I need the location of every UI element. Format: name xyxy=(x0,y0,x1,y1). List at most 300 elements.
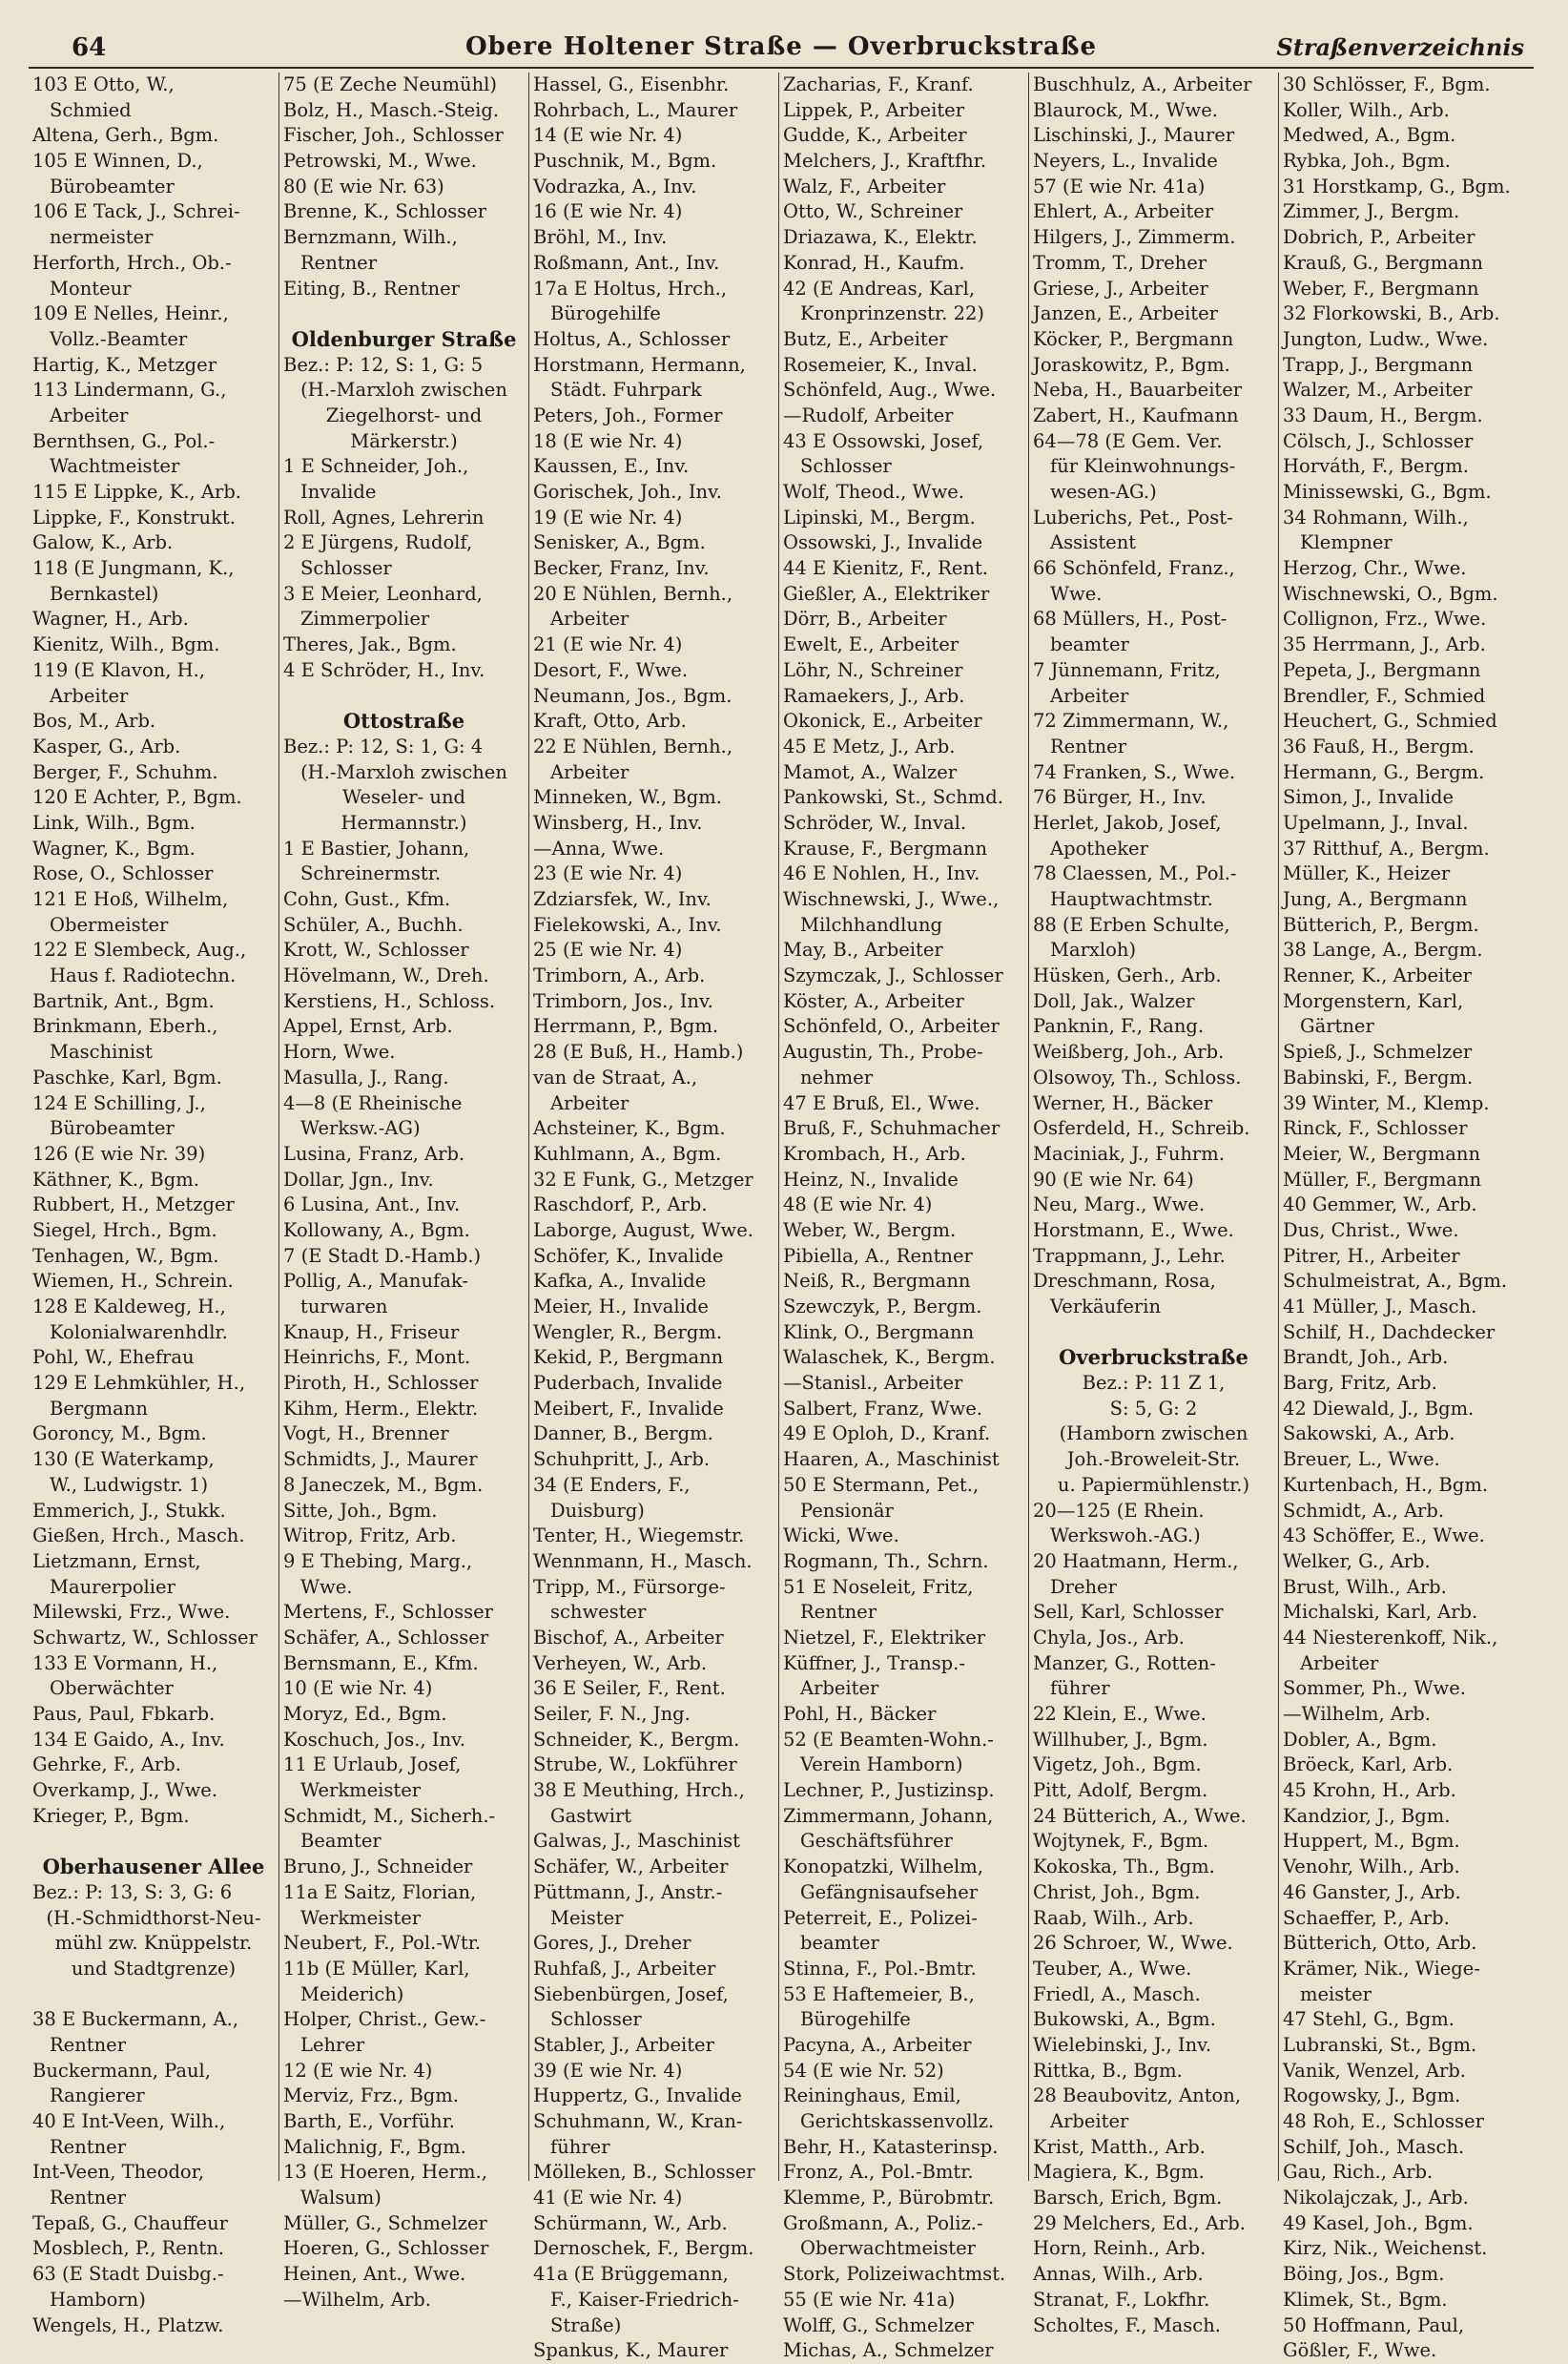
directory-line: Panknin, F., Rang. xyxy=(1033,1015,1205,1038)
directory-line: Koschuch, Jos., Inv. xyxy=(283,1728,466,1751)
directory-line: 12 (E wie Nr. 4) xyxy=(283,2059,433,2082)
directory-line: Schönfeld, O., Arbeiter xyxy=(783,1015,1000,1038)
directory-line: 47 Stehl, G., Bgm. xyxy=(1283,2008,1455,2031)
directory-line: 128 E Kaldeweg, H., xyxy=(32,1296,226,1317)
directory-line: Stinna, F., Pol.-Bmtr. xyxy=(783,1957,977,1980)
directory-line: 119 (E Klavon, H., xyxy=(32,658,206,681)
directory-line: Manzer, G., Rotten- xyxy=(1033,1651,1216,1674)
directory-line: Otto, W., Schreiner xyxy=(783,200,963,223)
directory-line: Zimmermann, Johann, xyxy=(783,1804,994,1827)
directory-line: Petrowski, M., Wwe. xyxy=(283,150,477,173)
directory-line: Ewelt, E., Arbeiter xyxy=(783,633,959,656)
directory-line: Neu, Marg., Wwe. xyxy=(1033,1193,1206,1216)
directory-line: Arbeiter xyxy=(50,684,129,707)
directory-line: Bröhl, M., Inv. xyxy=(533,226,668,249)
directory-line: 38 E Meuthing, Hrch., xyxy=(533,1779,745,1802)
directory-line: Wennmann, H., Masch. xyxy=(533,1549,753,1572)
directory-line: Zdziarsfek, W., Inv. xyxy=(533,888,712,910)
directory-line: Arbeiter xyxy=(550,760,629,783)
directory-line: Bürobeamter xyxy=(50,175,175,197)
directory-line: Schmidt, M., Sicherh.- xyxy=(283,1804,496,1827)
directory-line: Appel, Ernst, Arb. xyxy=(283,1015,453,1038)
directory-line: Michas, A., Schmelzer xyxy=(783,2339,994,2362)
directory-line: Pohl, W., Ehefrau xyxy=(32,1346,195,1369)
directory-line: Schreinermstr. xyxy=(300,862,442,885)
directory-line: Danner, B., Bergm. xyxy=(533,1422,713,1445)
directory-line: Schlosser xyxy=(800,455,892,478)
directory-line: Obermeister xyxy=(50,913,169,936)
directory-line: Kafka, A., Invalide xyxy=(533,1270,707,1293)
directory-line: Jung, A., Bergmann xyxy=(1283,888,1468,910)
directory-line: Brendler, F., Schmied xyxy=(1283,684,1486,707)
directory-line: 30 Schlösser, F., Bgm. xyxy=(1283,73,1491,95)
directory-line: Kraft, Otto, Arb. xyxy=(533,710,687,733)
directory-line: Märkerstr.) xyxy=(350,429,458,452)
directory-line: Gefängnisaufseher xyxy=(800,1880,979,1903)
directory-line: Goroncy, M., Bgm. xyxy=(32,1422,207,1445)
directory-line: 109 E Nelles, Heinr., xyxy=(32,302,229,325)
directory-line: Verein Hamborn) xyxy=(800,1753,963,1776)
directory-line: Großmann, A., Poliz.- xyxy=(783,2211,983,2234)
directory-line: Krause, F., Bergmann xyxy=(783,837,988,860)
directory-line: Pensionär xyxy=(800,1499,894,1522)
directory-line: —Wilhelm, Arb. xyxy=(1283,1703,1431,1725)
directory-line: Kienitz, Wilh., Bgm. xyxy=(32,633,220,656)
directory-line: Müller, K., Heizer xyxy=(1283,862,1451,885)
directory-line: Heinen, Ant., Wwe. xyxy=(283,2263,466,2286)
directory-line: Winsberg, H., Inv. xyxy=(533,811,703,834)
directory-line: Hartig, K., Metzger xyxy=(32,353,217,376)
directory-line: 32 E Funk, G., Metzger xyxy=(533,1168,753,1191)
directory-line: Horn, Wwe. xyxy=(283,1041,396,1064)
directory-line: Gau, Rich., Arb. xyxy=(1283,2161,1434,2184)
directory-line: Hüsken, Gerh., Arb. xyxy=(1033,964,1222,987)
directory-line: 115 E Lippke, K., Arb. xyxy=(32,481,242,503)
directory-line: Bez.: P: 11 Z 1, xyxy=(1082,1372,1226,1395)
directory-line: Verheyen, W., Arb. xyxy=(533,1651,708,1674)
directory-line: Rentner xyxy=(800,1601,877,1624)
directory-line: 106 E Tack, J., Schrei- xyxy=(32,200,240,223)
directory-line: Vanik, Wenzel, Arb. xyxy=(1283,2059,1467,2082)
directory-line: 28 Beaubovitz, Anton, xyxy=(1033,2084,1242,2107)
directory-line: Gößler, F., Wwe. xyxy=(1283,2339,1437,2362)
directory-line: Werksw.-AG) xyxy=(300,1117,421,1140)
directory-line: 18 (E wie Nr. 4) xyxy=(533,429,683,452)
directory-line: 11 E Urlaub, Josef, xyxy=(283,1753,462,1776)
directory-line: Christ, Joh., Bgm. xyxy=(1033,1880,1201,1903)
directory-line: Rybka, Joh., Bgm. xyxy=(1283,150,1451,173)
directory-line: Fielekowski, A., Inv. xyxy=(533,913,722,936)
directory-line: Holtus, A., Schlosser xyxy=(533,327,731,350)
directory-line: Kasper, G., Arb. xyxy=(32,735,181,757)
directory-line: 121 E Hoß, Wilhelm, xyxy=(32,888,229,910)
directory-line: Melchers, J., Kraftfhr. xyxy=(783,150,987,173)
directory-line: Meier, W., Bergmann xyxy=(1283,1142,1480,1165)
directory-line: Weißberg, Joh., Arb. xyxy=(1033,1041,1225,1064)
directory-line: Theres, Jak., Bgm. xyxy=(283,633,457,656)
columns xyxy=(29,73,1534,2362)
directory-line: Marxloh) xyxy=(1050,939,1137,962)
directory-line: —Stanisl., Arbeiter xyxy=(783,1372,963,1395)
directory-line: Scholtes, F., Masch. xyxy=(1033,2313,1221,2336)
directory-line: Kaussen, E., Inv. xyxy=(533,455,690,478)
directory-line: Klink, O., Bergmann xyxy=(783,1320,975,1343)
directory-line: Küffner, J., Transp.- xyxy=(783,1651,965,1674)
directory-line: 13 (E Hoeren, Herm., xyxy=(283,2161,487,2184)
directory-line: Kokoska, Th., Bgm. xyxy=(1033,1856,1215,1878)
directory-line: Galwas, J., Maschinist xyxy=(533,1830,741,1853)
directory-line: Schäfer, W., Arbeiter xyxy=(533,1856,729,1878)
spacer xyxy=(283,684,525,710)
directory-line: für Kleinwohnungs- xyxy=(1050,455,1236,478)
street-heading: Ottostraße xyxy=(342,709,465,734)
directory-line: Seiler, F. N., Jng. xyxy=(533,1703,691,1725)
directory-line: Krauß, G., Bergmann xyxy=(1283,251,1483,274)
directory-line: führer xyxy=(1050,1677,1110,1700)
directory-line: Wagner, H., Arb. xyxy=(32,608,189,631)
directory-line: Rangierer xyxy=(50,2084,145,2107)
directory-line: Herforth, Hrch., Ob.- xyxy=(32,251,232,274)
directory-line: Strube, W., Lokführer xyxy=(533,1753,737,1776)
directory-line: Hermannstr.) xyxy=(340,811,467,834)
directory-line: Schmidts, J., Maurer xyxy=(283,1448,478,1471)
directory-line: Lechner, P., Justizinsp. xyxy=(783,1779,995,1802)
directory-line: meister xyxy=(1300,1982,1372,2005)
directory-line: Konopatzki, Wilhelm, xyxy=(783,1856,983,1878)
directory-line: 37 Ritthuf, A., Bergm. xyxy=(1283,837,1490,860)
directory-line: nermeister xyxy=(50,226,154,249)
directory-line: 45 E Metz, J., Arb. xyxy=(783,735,956,757)
directory-line: 118 (E Jungmann, K., xyxy=(32,557,235,580)
directory-line: Witrop, Fritz, Arb. xyxy=(283,1524,457,1547)
directory-line: Schäfer, A., Schlosser xyxy=(283,1626,489,1649)
directory-line: Zacharias, F., Kranf. xyxy=(783,73,974,95)
directory-line: Monteur xyxy=(50,277,132,300)
directory-line: nehmer xyxy=(800,1066,874,1089)
directory-line: Cohn, Gust., Kfm. xyxy=(283,888,451,910)
directory-line: 41a (E Brüggemann, xyxy=(533,2263,729,2286)
directory-line: Wischnewski, J., Wwe., xyxy=(783,888,1000,910)
directory-line: Willhuber, J., Bgm. xyxy=(1033,1728,1208,1751)
directory-line: Krist, Matth., Arb. xyxy=(1033,2135,1206,2158)
directory-line: Augustin, Th., Probe- xyxy=(783,1041,983,1064)
directory-line: 22 E Nühlen, Bernh., xyxy=(533,735,733,757)
directory-line: 21 (E wie Nr. 4) xyxy=(533,633,683,656)
directory-line: Arbeiter xyxy=(1300,1651,1379,1674)
directory-line: Trappmann, J., Lehr. xyxy=(1033,1244,1226,1267)
directory-line: 35 Herrmann, J., Arb. xyxy=(1283,633,1486,656)
directory-line: Lehrer xyxy=(300,2033,365,2056)
directory-line: Laborge, August, Wwe. xyxy=(533,1218,753,1241)
directory-line: —Wilhelm, Arb. xyxy=(283,2288,431,2311)
directory-line: 51 E Noseleit, Fritz, xyxy=(783,1575,974,1598)
directory-line: Dobler, A., Bgm. xyxy=(1283,1728,1437,1751)
directory-line: May, B., Arbeiter xyxy=(783,939,943,962)
directory-line: Rosemeier, K., Inval. xyxy=(783,353,978,376)
directory-line: Beamter xyxy=(300,1830,382,1853)
spacer xyxy=(1033,1320,1274,1346)
directory-line: Arbeiter xyxy=(1050,2110,1129,2132)
directory-line: Horstmann, E., Wwe. xyxy=(1033,1218,1234,1241)
directory-line: Minissewski, G., Bgm. xyxy=(1283,481,1492,503)
directory-line: 16 (E wie Nr. 4) xyxy=(533,200,683,223)
directory-line: Schulmeistrat, A., Bgm. xyxy=(1283,1270,1508,1293)
directory-line: Bröeck, Karl, Arb. xyxy=(1283,1753,1454,1776)
directory-line: Hoeren, G., Schlosser xyxy=(283,2237,489,2260)
directory-line: Neiß, R., Bergmann xyxy=(783,1270,971,1293)
directory-line: Assistent xyxy=(1050,531,1137,554)
directory-line: Vigetz, Joh., Bgm. xyxy=(1033,1753,1202,1776)
directory-line: Stork, Polizeiwachtmst. xyxy=(783,2263,1006,2286)
directory-line: Senisker, A., Bgm. xyxy=(533,531,706,554)
directory-line: Spieß, J., Schmelzer xyxy=(1283,1041,1473,1064)
directory-line: Dreher xyxy=(1050,1575,1117,1598)
directory-line: Roßmann, Ant., Inv. xyxy=(533,251,720,274)
directory-line: Arbeiter xyxy=(550,608,629,631)
directory-line: Kollowany, A., Bgm. xyxy=(283,1218,470,1241)
directory-line: Piroth, H., Schlosser xyxy=(283,1372,479,1395)
directory-line: (H.-Marxloh zwischen xyxy=(300,379,507,402)
directory-line: F., Kaiser-Friedrich- xyxy=(550,2288,739,2311)
directory-line: Rubbert, H., Metzger xyxy=(32,1193,235,1216)
directory-line: Wengels, H., Platzw. xyxy=(32,2313,224,2336)
directory-line: Tromm, T., Dreher xyxy=(1033,251,1207,274)
column-5 xyxy=(1028,73,1278,2336)
directory-line: 40 E Int-Veen, Wilh., xyxy=(32,2110,226,2132)
directory-line: Bolz, H., Masch.-Steig. xyxy=(283,98,500,121)
directory-line: 22 Klein, E., Wwe. xyxy=(1033,1703,1207,1725)
directory-line: Kolonialwarenhdlr. xyxy=(50,1320,228,1343)
directory-line: Annas, Wilh., Arb. xyxy=(1033,2263,1204,2286)
directory-line: Walsum) xyxy=(300,2187,382,2209)
directory-line: Trapp, J., Bergmann xyxy=(1283,353,1474,376)
directory-line: Magiera, K., Bgm. xyxy=(1033,2161,1205,2184)
directory-line: Reininghaus, Emil, xyxy=(783,2084,961,2107)
directory-line: Rinck, F., Schlosser xyxy=(1283,1117,1468,1140)
column-2 xyxy=(279,73,528,2311)
directory-line: 28 (E Buß, H., Hamb.) xyxy=(533,1041,744,1064)
directory-line: Dörr, B., Arbeiter xyxy=(783,608,947,631)
directory-line: Bürogehilfe xyxy=(550,302,661,325)
page-title: Obere Holtener Straße — Overbruckstraße xyxy=(464,32,1098,61)
directory-line: Maurerpolier xyxy=(50,1575,175,1598)
directory-line: Moryz, Ed., Bgm. xyxy=(283,1703,447,1725)
directory-line: Kronprinzenstr. 22) xyxy=(800,302,985,325)
directory-line: Pitt, Adolf, Bergm. xyxy=(1033,1779,1208,1802)
directory-line: Käthner, K., Bgm. xyxy=(32,1168,199,1191)
directory-line: Wwe. xyxy=(300,1575,353,1598)
directory-line: Horváth, F., Bergm. xyxy=(1283,455,1469,478)
directory-line: Huppertz, G., Invalide xyxy=(533,2084,742,2107)
directory-line: Schmidt, A., Arb. xyxy=(1283,1499,1445,1522)
directory-line: Schlosser xyxy=(300,557,392,580)
column-6 xyxy=(1278,73,1534,2362)
directory-line: 4 E Schröder, H., Inv. xyxy=(283,658,485,681)
directory-line: 6 Lusina, Ant., Inv. xyxy=(283,1193,461,1216)
directory-line: Weber, F., Bergmann xyxy=(1283,277,1479,300)
directory-line: Horstmann, Hermann, xyxy=(533,353,746,376)
directory-line: Pacyna, A., Arbeiter xyxy=(783,2033,972,2056)
directory-line: 9 E Thebing, Marg., xyxy=(283,1549,473,1572)
directory-line: (Hamborn zwischen xyxy=(1059,1422,1248,1445)
directory-line: Neba, H., Bauarbeiter xyxy=(1033,379,1243,402)
directory-line: Breuer, L., Wwe. xyxy=(1283,1448,1440,1471)
directory-line: Bergmann xyxy=(50,1397,148,1420)
directory-line: führer xyxy=(550,2135,610,2158)
directory-line: Rittka, B., Bgm. xyxy=(1033,2059,1183,2082)
directory-line: Wischnewski, O., Bgm. xyxy=(1283,582,1498,605)
directory-line: Friedl, A., Masch. xyxy=(1033,1982,1201,2005)
directory-line: Wachtmeister xyxy=(50,455,180,478)
directory-line: Walaschek, K., Bergm. xyxy=(783,1346,996,1369)
directory-line: mühl zw. Knüppelstr. xyxy=(54,1932,253,1955)
directory-line: Neubert, F., Pol.-Wtr. xyxy=(283,1932,482,1955)
directory-line: Simon, J., Invalide xyxy=(1283,786,1455,809)
directory-line: Kurtenbach, H., Bgm. xyxy=(1283,1473,1489,1496)
directory-line: Wojtynek, F., Bgm. xyxy=(1033,1830,1209,1853)
directory-line: Pepeta, J., Bergmann xyxy=(1283,658,1481,681)
directory-line: Chyla, Jos., Arb. xyxy=(1033,1626,1185,1649)
directory-line: 38 E Buckermann, A., xyxy=(32,2008,239,2031)
directory-line: 133 E Vormann, H., xyxy=(32,1651,218,1674)
directory-line: 39 (E wie Nr. 4) xyxy=(533,2059,683,2082)
directory-line: Mamot, A., Walzer xyxy=(783,760,958,783)
directory-line: Lischinski, J., Maurer xyxy=(1033,124,1235,147)
directory-line: Eiting, B., Rentner xyxy=(283,277,460,300)
directory-line: 64—78 (E Gem. Ver. xyxy=(1033,429,1223,452)
directory-line: Hövelmann, W., Dreh. xyxy=(283,964,489,987)
directory-line: 44 E Kienitz, F., Rent. xyxy=(783,557,988,580)
directory-line: Köster, A., Arbeiter xyxy=(783,989,964,1012)
directory-line: —Anna, Wwe. xyxy=(533,837,665,860)
directory-line: Kerstiens, H., Schloss. xyxy=(283,989,496,1012)
directory-line: Vodrazka, A., Inv. xyxy=(533,175,697,197)
directory-line: 25 (E wie Nr. 4) xyxy=(533,939,683,962)
directory-line: Minneken, W., Bgm. xyxy=(533,786,722,809)
directory-line: Krämer, Nik., Wiege- xyxy=(1283,1957,1480,1980)
directory-line: Meibert, F., Invalide xyxy=(533,1397,724,1420)
directory-line: Berger, F., Schuhm. xyxy=(32,760,218,783)
directory-line: Straße) xyxy=(550,2313,622,2336)
directory-line: Heuchert, G., Schmied xyxy=(1283,710,1497,733)
directory-line: Koller, Wilh., Arb. xyxy=(1283,98,1450,121)
directory-line: 66 Schönfeld, Franz., xyxy=(1033,557,1235,580)
directory-line: Maschinist xyxy=(50,1041,153,1064)
spacer xyxy=(32,1829,275,1855)
directory-line: Verkäuferin xyxy=(1050,1296,1162,1317)
directory-line: Bernkastel) xyxy=(50,582,159,605)
directory-line: 11b (E Müller, Karl, xyxy=(283,1957,470,1980)
directory-line: 46 E Nohlen, H., Inv. xyxy=(783,862,980,885)
directory-line: Hamborn) xyxy=(50,2288,146,2311)
directory-line: Stranat, F., Lokfhr. xyxy=(1033,2288,1210,2311)
directory-line: Schüler, A., Buchh. xyxy=(283,913,464,936)
directory-line: 72 Zimmermann, W., xyxy=(1033,710,1229,733)
directory-line: beamter xyxy=(800,1932,879,1955)
directory-line: 120 E Achter, P., Bgm. xyxy=(32,786,242,809)
directory-line: Bütterich, Otto, Arb. xyxy=(1283,1932,1477,1955)
directory-line: Müller, F., Bergmann xyxy=(1283,1168,1482,1191)
directory-line: Rentner xyxy=(50,2135,127,2158)
directory-line: Schröder, W., Inval. xyxy=(783,811,967,834)
directory-line: Arbeiter xyxy=(550,1091,629,1114)
directory-line: 4—8 (E Rheinische xyxy=(283,1091,463,1114)
directory-line: Gores, J., Dreher xyxy=(533,1932,691,1955)
directory-line: Barg, Fritz, Arb. xyxy=(1283,1372,1437,1395)
directory-line: Kirz, Nik., Weichenst. xyxy=(1283,2237,1488,2260)
directory-line: Haus f. Radiotechn. xyxy=(50,964,237,987)
directory-line: 23 (E wie Nr. 4) xyxy=(533,862,683,885)
directory-line: 43 E Ossowski, Josef, xyxy=(783,429,984,452)
directory-line: Cölsch, J., Schlosser xyxy=(1283,429,1474,452)
directory-line: Blaurock, M., Wwe. xyxy=(1033,98,1218,121)
directory-line: 11a E Saitz, Florian, xyxy=(283,1880,477,1903)
directory-line: Holper, Christ., Gew.- xyxy=(283,2008,486,2031)
directory-line: Werkmeister xyxy=(300,1779,422,1802)
directory-line: Brenne, K., Schlosser xyxy=(283,200,487,223)
directory-line: Hermann, G., Bergm. xyxy=(1283,760,1485,783)
directory-line: 124 E Schilling, J., xyxy=(32,1091,206,1114)
directory-line: 3 E Meier, Leonhard, xyxy=(283,582,483,605)
directory-line: Bernthsen, G., Pol.- xyxy=(32,429,216,452)
directory-line: Brinkmann, Eberh., xyxy=(32,1015,218,1038)
directory-line: 44 Niesterenkoff, Nik., xyxy=(1283,1626,1498,1649)
directory-line: Kuhlmann, A., Bgm. xyxy=(533,1142,722,1165)
directory-line: Pitrer, H., Arbeiter xyxy=(1283,1244,1460,1267)
directory-line: Wiemen, H., Schrein. xyxy=(32,1270,234,1293)
directory-line: Rogmann, Th., Schrn. xyxy=(783,1549,989,1572)
directory-line: Medwed, A., Bgm. xyxy=(1283,124,1456,147)
directory-line: —Rudolf, Arbeiter xyxy=(783,404,954,426)
directory-line: Galow, K., Arb. xyxy=(32,531,174,554)
directory-line: Gorischek, Joh., Inv. xyxy=(533,481,722,503)
directory-line: Meier, H., Invalide xyxy=(533,1296,709,1317)
directory-line: Pollig, A., Manufak- xyxy=(283,1270,468,1293)
spacer xyxy=(32,1982,275,2008)
page-header xyxy=(29,29,1534,69)
directory-line: 20—125 (E Rhein. xyxy=(1033,1499,1205,1522)
directory-line: Tripp, M., Fürsorge- xyxy=(533,1575,726,1598)
directory-line: 52 (E Beamten-Wohn.- xyxy=(783,1728,994,1751)
directory-line: (H.-Marxloh zwischen xyxy=(300,760,507,783)
street-heading: Oldenburger Straße xyxy=(291,326,517,351)
directory-line: Nietzel, F., Elektriker xyxy=(783,1626,986,1649)
directory-line: 130 (E Waterkamp, xyxy=(32,1448,215,1471)
directory-line: Altena, Gerh., Bgm. xyxy=(32,124,219,147)
directory-line: 26 Schroer, W., Wwe. xyxy=(1033,1932,1233,1955)
directory-line: Desort, F., Wwe. xyxy=(533,658,689,681)
directory-line: Herzog, Chr., Wwe. xyxy=(1283,557,1467,580)
directory-line: Bütterich, P., Bergm. xyxy=(1283,913,1479,936)
directory-line: 1 E Bastier, Johann, xyxy=(283,837,470,860)
directory-line: Upelmann, J., Inval. xyxy=(1283,811,1469,834)
street-heading: Oberhausener Allee xyxy=(42,1855,265,1879)
directory-line: Maciniak, J., Fuhrm. xyxy=(1033,1142,1225,1165)
directory-line: Malichnig, F., Bgm. xyxy=(283,2135,466,2158)
directory-line: Gärtner xyxy=(1300,1015,1374,1038)
directory-line: 41 Müller, J., Masch. xyxy=(1283,1296,1477,1317)
page-number: 64 xyxy=(72,33,107,62)
directory-line: 14 (E wie Nr. 4) xyxy=(533,124,683,147)
directory-line: Michalski, Karl, Arb. xyxy=(1283,1601,1478,1624)
directory-line: 126 (E wie Nr. 39) xyxy=(32,1142,206,1165)
directory-line: Duisburg) xyxy=(550,1499,645,1522)
directory-line: Schürmann, W., Arb. xyxy=(533,2211,728,2234)
directory-line: 42 (E Andreas, Karl, xyxy=(783,277,976,300)
directory-line: Overkamp, J., Wwe. xyxy=(32,1779,218,1802)
directory-line: Peterreit, E., Polizei- xyxy=(783,1906,978,1929)
directory-line: 34 (E Enders, F., xyxy=(533,1473,691,1496)
